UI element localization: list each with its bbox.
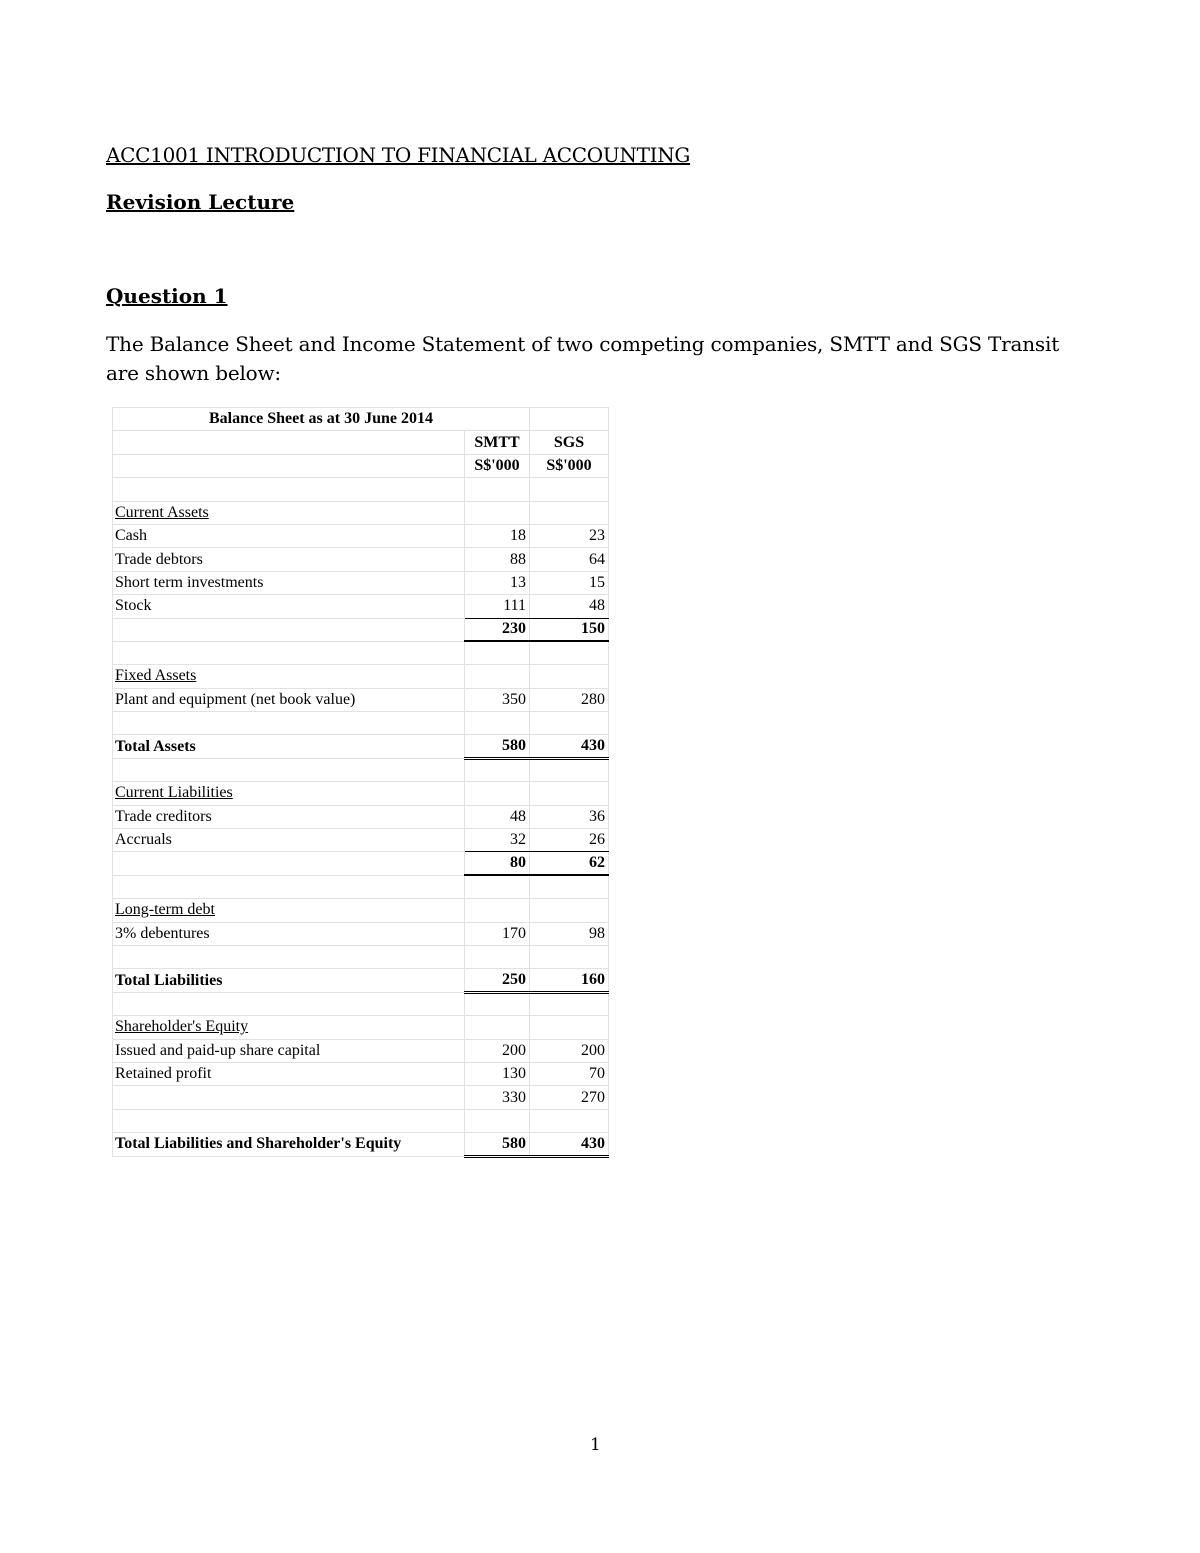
total-liabilities-label: Total Liabilities [113,969,465,992]
table-row [113,945,609,968]
table-row [113,922,609,945]
smtt-value: 88 [465,548,530,571]
table-row [113,712,609,735]
table-row [113,829,609,852]
smtt-total: 250 [465,969,530,992]
smtt-value: 130 [465,1062,530,1085]
section-fixed-assets: Fixed Assets [113,665,465,688]
table-row [113,1062,609,1085]
sgs-value: 98 [530,922,609,945]
table-row [113,875,609,898]
question-heading: Question 1 [106,284,228,308]
table-row [113,899,609,922]
sgs-value: 64 [530,548,609,571]
table-row [113,454,609,477]
table-row [113,1086,609,1109]
row-label: Trade debtors [113,548,465,571]
row-label: Plant and equipment (net book value) [113,688,465,711]
sgs-value: 23 [530,524,609,547]
smtt-subtotal: 230 [465,618,530,641]
smtt-value: 170 [465,922,530,945]
smtt-value: 32 [465,829,530,852]
table-row [113,431,609,454]
smtt-value: 350 [465,688,530,711]
smtt-subtotal: 80 [465,852,530,875]
table-row [113,408,609,431]
row-label: Trade creditors [113,805,465,828]
document-subtitle: Revision Lecture [106,190,295,214]
table-row [113,735,609,758]
smtt-value: 48 [465,805,530,828]
table-row [113,524,609,547]
section-equity: Shareholder's Equity [113,1016,465,1039]
table-row [113,782,609,805]
smtt-total: 580 [465,735,530,758]
sgs-subtotal: 270 [530,1086,609,1109]
row-label: Cash [113,524,465,547]
section-current-assets: Current Assets [113,501,465,524]
balance-sheet-table [112,407,608,1158]
row-label: Retained profit [113,1062,465,1085]
column-header-smtt: SMTT [465,431,530,454]
column-header-sgs: SGS [530,431,609,454]
table-row [113,805,609,828]
table-row [113,571,609,594]
section-long-term-debt: Long-term debt [113,899,465,922]
table-row [113,1109,609,1132]
table-row [113,688,609,711]
table-row [113,478,609,501]
sgs-value: 48 [530,595,609,618]
row-label: Accruals [113,829,465,852]
smtt-value: 111 [465,595,530,618]
table-row [113,758,609,781]
unit-header-sgs: S$'000 [530,454,609,477]
table-row [113,969,609,992]
table-row [113,992,609,1015]
table-row [113,618,609,641]
total-liabilities-equity-label: Total Liabilities and Shareholder's Equity [113,1133,465,1156]
sgs-value: 280 [530,688,609,711]
sgs-value: 200 [530,1039,609,1062]
row-label: Stock [113,595,465,618]
table-row [113,641,609,664]
table-row [113,1039,609,1062]
sgs-value: 70 [530,1062,609,1085]
question-intro: The Balance Sheet and Income Statement of two competing companies, SMTT and SGS Transit are shown below: [106,332,1060,385]
page-number: 1 [590,1435,601,1455]
unit-header-smtt: S$'000 [465,454,530,477]
sgs-total: 430 [530,1133,609,1156]
total-assets-label: Total Assets [113,735,465,758]
sgs-subtotal: 62 [530,852,609,875]
table-row [113,1133,609,1156]
row-label: Issued and paid-up share capital [113,1039,465,1062]
sgs-total: 160 [530,969,609,992]
table-row [113,548,609,571]
sgs-subtotal: 150 [530,618,609,641]
smtt-value: 18 [465,524,530,547]
section-current-liabilities: Current Liabilities [113,782,465,805]
sgs-value: 15 [530,571,609,594]
document-title: ACC1001 INTRODUCTION TO FINANCIAL ACCOUNTING [106,143,691,167]
sgs-value: 26 [530,829,609,852]
sgs-value: 36 [530,805,609,828]
row-label: Short term investments [113,571,465,594]
row-label: 3% debentures [113,922,465,945]
table-row [113,595,609,618]
smtt-subtotal: 330 [465,1086,530,1109]
table-row [113,1016,609,1039]
table-row [113,852,609,875]
smtt-value: 13 [465,571,530,594]
balance-sheet-title: Balance Sheet as at 30 June 2014 [113,408,530,431]
table-row [113,501,609,524]
table-row [113,665,609,688]
smtt-value: 200 [465,1039,530,1062]
smtt-total: 580 [465,1133,530,1156]
sgs-total: 430 [530,735,609,758]
